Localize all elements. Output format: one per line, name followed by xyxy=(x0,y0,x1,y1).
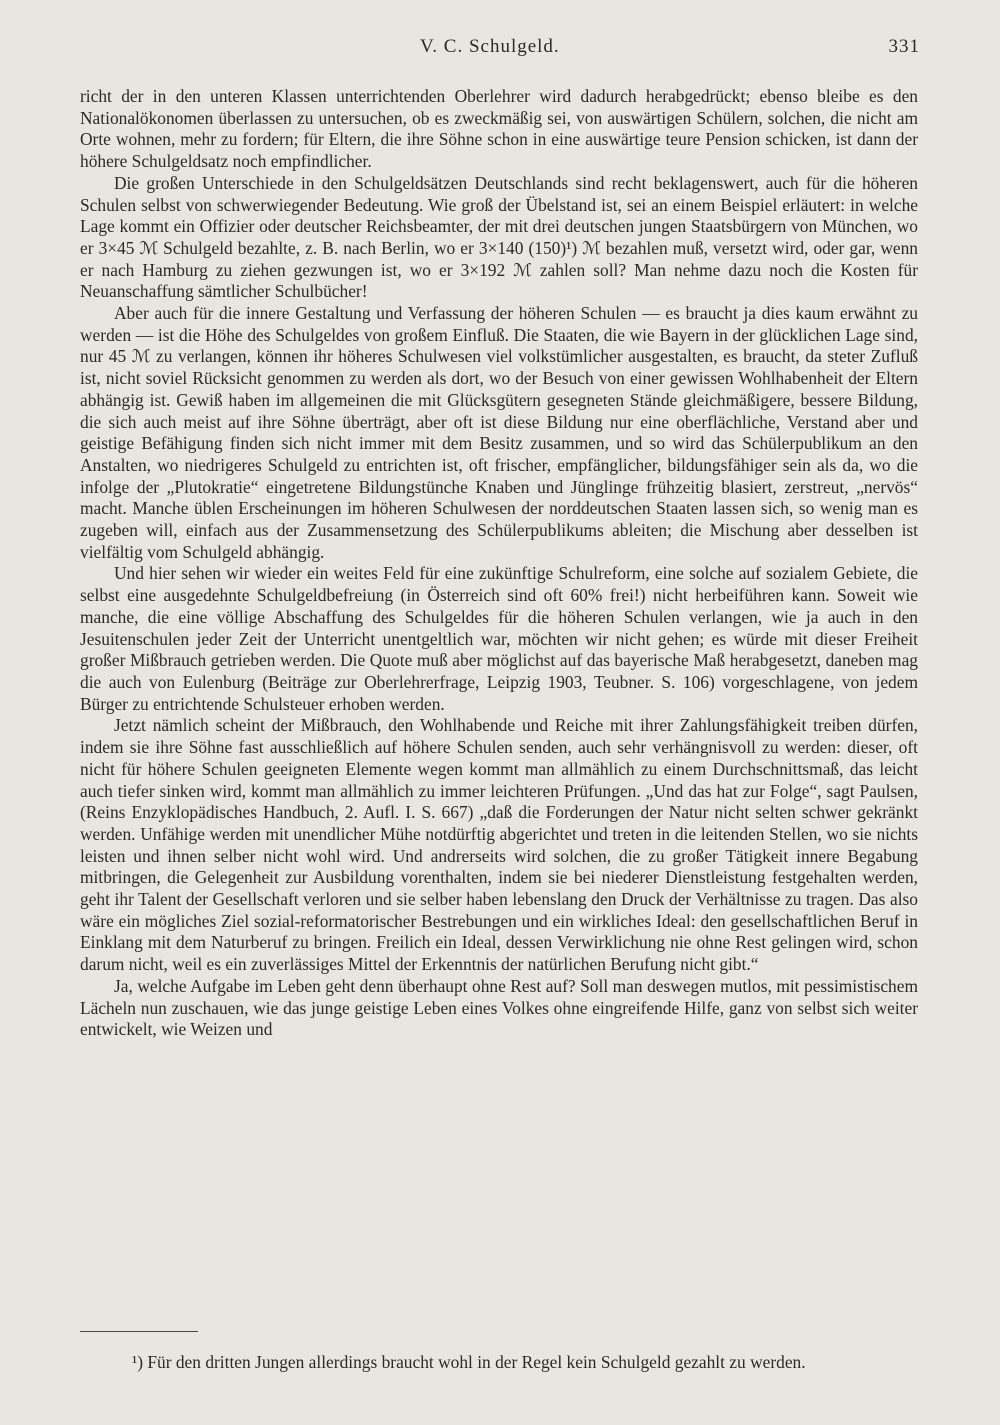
footnote-text: ¹) Für den dritten Jungen allerdings braucht wohl in der Regel kein Schulgeld gezahlt zu werden. xyxy=(132,1352,806,1372)
paragraph-1: richt der in den unteren Klassen unterrichtenden Oberlehrer wird dadurch herabgedrückt; ebenso bleibe es den Nationalökonomen überlassen zu untersuchen, ob es zweckmäßig sei, von auswärtigen Schülern, solchen, die nicht am Orte wohnen, mehr zu fordern; für Eltern, die ihre Söhne schon in eine auswärtige teure Pension schicken, ist dann der höhere Schulgeldsatz noch empfindlicher. xyxy=(80,86,918,172)
body-text xyxy=(80,86,918,1041)
footnote xyxy=(80,1352,918,1374)
running-title: V. C. Schulgeld. xyxy=(420,36,560,57)
paragraph-3: Aber auch für die innere Gestaltung und Verfassung der höheren Schulen — es braucht ja dies kaum erwähnt zu werden — ist die Höhe des Schulgeldes von großem Einfluß. Die Staaten, die wie Bayern in der glücklichen Lage sind, nur 45 ℳ zu verlangen, können ihr höheres Schulwesen viel volkstümlicher ausgestalten, es braucht, da steter Zufluß ist, nicht soviel Rücksicht genommen zu werden als dort, wo der Besuch von einer gewissen Wohlhabenheit der Eltern abhängig ist. Gewiß haben im allgemeinen die mit Glücksgütern gesegneten Stände gleichmäßigere, bessere Bildung, die sich auch meist auf ihre Söhne überträgt, aber oft ist diese Bildung nur eine oberflächliche, Verstand aber und geistige Befähigung finden sich nicht immer mit dem Besitz zusammen, und so wird das Schülerpublikum an den Anstalten, wo niedrigeres Schulgeld zu entrichten ist, oft frischer, empfänglicher, bildungsfähiger sein als da, wo die infolge der „Plutokratie“ eingetretene Bildungstünche Knaben und Jünglinge frühzeitig blasiert, zerstreut, „nervös“ macht. Manche üblen Erscheinungen im höheren Schulwesen der norddeutschen Staaten lassen sich, so wenig man es zugeben will, einfach aus der Zusammensetzung des Schülerpublikums ableiten; die Mischung aber desselben ist vielfältig vom Schulgeld abhängig. xyxy=(80,303,918,562)
page-number: 331 xyxy=(888,36,920,57)
paragraph-5: Jetzt nämlich scheint der Mißbrauch, den Wohlhabende und Reiche mit ihrer Zahlungsfähigkeit treiben dürfen, indem sie ihre Söhne fast ausschließlich auf höhere Schulen senden, auch sehr verhängnisvoll zu werden: dieser, oft nicht für höhere Schulen geeigneten Elemente wegen kommt man allmählich zu einem Durchschnittsmaß, das leicht auch tiefer sinken wird, kommt man allmählich zu immer leichteren Prüfungen. „Und das hat zur Folge“, sagt Paulsen, (Reins Enzyklopädisches Handbuch, 2. Aufl. I. S. 667) „daß die Forderungen der Natur nicht selten schwer gekränkt werden. Unfähige werden mit unendlicher Mühe notdürftig abgerichtet und treten in die leitenden Stellen, wo sie nichts leisten und ihnen selber nicht wohl wird. Und andrerseits wird solchen, die zu großer Tätigkeit innere Begabung mitbringen, die Gelegenheit zur Ausbildung vorenthalten, indem sie bei niederer Dienstleistung festgehalten werden, geht ihr Talent der Gesellschaft verloren und sie selber haben lebenslang den Druck der Verhältnisse zu tragen. Das also wäre ein mögliches Ziel sozial-reformatorischer Bestrebungen und ein wirkliches Ideal: den gesellschaftlichen Beruf in Einklang mit dem Naturberuf zu bringen. Freilich ein Ideal, dessen Verwirklichung nie ohne Rest gelingen wird, schon darum nicht, weil es ein zuverlässiges Mittel der Erkenntnis der natürlichen Berufung nicht gibt.“ xyxy=(80,715,918,975)
paragraph-6: Ja, welche Aufgabe im Leben geht denn überhaupt ohne Rest auf? Soll man deswegen mutlos, mit pessimistischem Lächeln nun zuschauen, wie das junge geistige Leben eines Volkes ohne eingreifende Hilfe, ganz von selbst sich weiter entwickelt, wie Weizen und xyxy=(80,975,918,1040)
footnote-divider xyxy=(80,1331,198,1332)
paragraph-4: Und hier sehen wir wieder ein weites Feld für eine zukünftige Schulreform, eine solche auf sozialem Gebiete, die selbst eine ausgedehnte Schulgeldbefreiung (in Österreich sind oft 60% frei!) nicht herbeiführen kann. Soweit wie manche, die eine völlige Abschaffung des Schulgeldes für die höheren Schulen verlangen, wie ja auch in den Jesuitenschulen jeder Zeit der Unterricht unentgeltlich war, möchten wir nicht gehen; es würde mit dieser Freiheit großer Mißbrauch getrieben werden. Die Quote muß aber möglichst auf das bayerische Maß herabgesetzt, daneben mag die auch von Eulenburg (Beiträge zur Oberlehrerfrage, Leipzig 1903, Teubner. S. 106) vorgeschlagene, von jedem Bürger zu entrichtende Schulsteuer erhoben werden. xyxy=(80,563,918,714)
paragraph-2: Die großen Unterschiede in den Schulgeldsätzen Deutschlands sind recht beklagenswert, auch für die höheren Schulen selbst von schwerwiegender Bedeutung. Wie groß der Übelstand ist, sei an einem Beispiel erläutert: in welche Lage kommt ein Offizier oder deutscher Reichsbeamter, der mit drei deutschen jungen Staatsbürgern von München, wo er 3×45 ℳ Schulgeld bezahlte, z. B. nach Berlin, wo er 3×140 (150)¹) ℳ bezahlen muß, versetzt wird, oder gar, wenn er nach Hamburg zu ziehen gezwungen ist, wo er 3×192 ℳ zahlen soll? Man nehme dazu noch die Kosten für Neuanschaffung sämtlicher Schulbücher! xyxy=(80,172,918,302)
running-header xyxy=(80,36,920,66)
